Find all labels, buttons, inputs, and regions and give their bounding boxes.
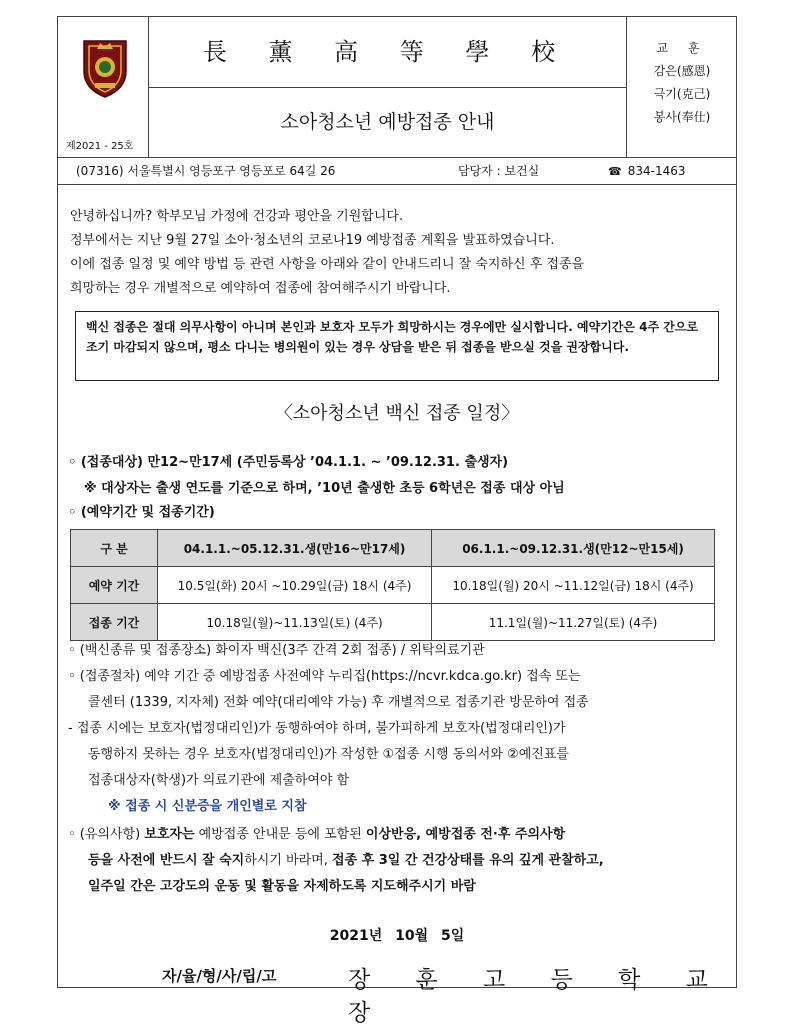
- table-header: 06.1.1.~09.12.31.생(만12~만15세): [432, 530, 715, 567]
- logo-cell: [58, 17, 149, 157]
- title-cell: [149, 17, 626, 157]
- voluntary-notice-box: 백신 접종은 절대 의무사항이 아니며 본인과 보호자 모두가 희망하시는 경우에만 실시합니다. 예약기간은 4주 간으로 조기 마감되지 않으며, 평소 다니는 병의원이 있는 경우 상담을 받은 뒤 접종을 받으실 것을 권장합니다.: [75, 311, 719, 381]
- intro-line: 정부에서는 지난 9월 27일 소아·청소년의 코로나19 예방접종 계획을 발표하였습니다.: [70, 233, 555, 248]
- table-cell: 10.18일(월)~11.13일(토) (4주): [158, 604, 432, 641]
- school-type: 자/율/형/사/립/고: [162, 967, 277, 985]
- row-label: 접종 기간: [71, 604, 158, 641]
- caution-line: [88, 849, 728, 868]
- caution-bold: 이상반응, 예방접종 전·후 주의사항: [365, 827, 566, 842]
- school-emblem-icon: [80, 37, 130, 99]
- vaccine-line: ◦ (백신종류 및 접종장소) 화이자 백신(3주 간격 2회 접종) / 위탁의료기관: [68, 643, 485, 658]
- schedule-heading: 〈소아청소년 백신 접종 일정〉: [274, 403, 520, 424]
- caution-line: [68, 823, 728, 842]
- table-cell: 10.5일(화) 20시 ~10.29일(금) 18시 (4주): [158, 567, 432, 604]
- row-label: 예약 기간: [71, 567, 158, 604]
- caution-bold: 접종 후 3일 간 건강상태를 유의 깊게 관찰하고,: [332, 853, 604, 868]
- motto-item: 극기(克己): [653, 87, 711, 101]
- phone-number-group: [608, 158, 685, 185]
- intro-line: 이에 접종 일정 및 예약 방법 등 관련 사항을 아래와 같이 안내드리니 잘 숙지하신 후 접종을: [70, 257, 585, 272]
- intro-paragraph: [70, 205, 725, 301]
- document-frame: [57, 16, 737, 1026]
- issue-date: 2021년 10월 5일: [329, 928, 465, 944]
- school-name: 長 薰 高 等 學 校: [149, 17, 626, 88]
- id-card-note: ※ 접종 시 신분증을 개인별로 지참: [108, 799, 307, 814]
- motto-heading: 교 훈: [656, 41, 708, 55]
- table-cell: 11.1일(월)~11.27일(토) (4주): [432, 604, 715, 641]
- address-bar: [58, 157, 736, 185]
- motto-item: 봉사(奉仕): [653, 110, 711, 124]
- intro-line: 안녕하십니까? 학부모님 가정에 건강과 평안을 기원합니다.: [70, 209, 404, 224]
- motto-item: 감은(感恩): [653, 64, 711, 78]
- phone-icon: ☎: [608, 165, 622, 178]
- school-motto: [626, 17, 737, 157]
- procedure-line: ◦ (접종절차) 예약 기간 중 예방접종 사전예약 누리집(https://ncvr.kdca.go.kr) 접속 또는: [68, 669, 581, 684]
- table-header: 구 분: [71, 530, 158, 567]
- caution-bold: 보호자는: [144, 827, 195, 842]
- document-number: 제2021 - 25호: [66, 141, 134, 152]
- guardian-line: 동행하지 못하는 경우 보호자(법정대리인)가 작성한 ①접종 시행 동의서와 ②예진표를: [88, 747, 569, 762]
- table-header-row: [71, 530, 715, 567]
- signature-block: [58, 961, 736, 1026]
- guardian-line: 접종대상자(학생)가 의료기관에 제출하여야 함: [88, 773, 350, 788]
- table-header: 04.1.1.~05.12.31.생(만16~만17세): [158, 530, 432, 567]
- table-row: [71, 567, 715, 604]
- caution-text: ◦ (유의사항): [68, 827, 145, 842]
- caution-line: 일주일 간은 고강도의 운동 및 활동을 자제하도록 지도해주시기 바람: [88, 879, 476, 894]
- procedure-line: 콜센터 (1339, 지자체) 전화 예약(대리예약 가능) 후 개별적으로 접종기관 방문하여 접종: [88, 695, 589, 710]
- guardian-line: - 접종 시에는 보호자(법정대리인)가 동행하여야 하며, 불가피하게 보호자(법정대리인)가: [68, 721, 566, 736]
- table-cell: 10.18일(월) 20시 ~11.12일(금) 18시 (4주): [432, 567, 715, 604]
- school-address: (07316) 서울특별시 영등포구 영등포로 64길 26: [76, 164, 336, 178]
- document-title: 소아청소년 예방접종 안내: [280, 111, 495, 133]
- letterhead: [58, 17, 736, 157]
- principal-title: 장 훈 고 등 학 교 장: [348, 967, 727, 1026]
- target-note: ※ 대상자는 출생 연도를 기준으로 하며, ’10년 출생한 초등 6학년은 접종 대상 아님: [84, 481, 565, 496]
- schedule-table: [70, 529, 715, 641]
- target-line: ◦ (접종대상) 만12~만17세 (주민등록상 ’04.1.1. ~ ’09.12.31. 출생자): [68, 455, 509, 470]
- intro-line: 희망하는 경우 개별적으로 예약하여 접종에 참여해주시기 바랍니다.: [70, 281, 451, 296]
- caution-bold: 등을 사전에 반드시 잘 숙지: [88, 853, 245, 868]
- phone-number: 834-1463: [627, 164, 686, 178]
- contact-person: 담당자 : 보건실: [458, 164, 540, 178]
- caution-text: 예방접종 안내문 등에 포함된: [194, 827, 366, 842]
- caution-text: 하시기 바라며,: [244, 853, 332, 868]
- table-row: [71, 604, 715, 641]
- period-label: ◦ (예약기간 및 접종기간): [68, 505, 215, 520]
